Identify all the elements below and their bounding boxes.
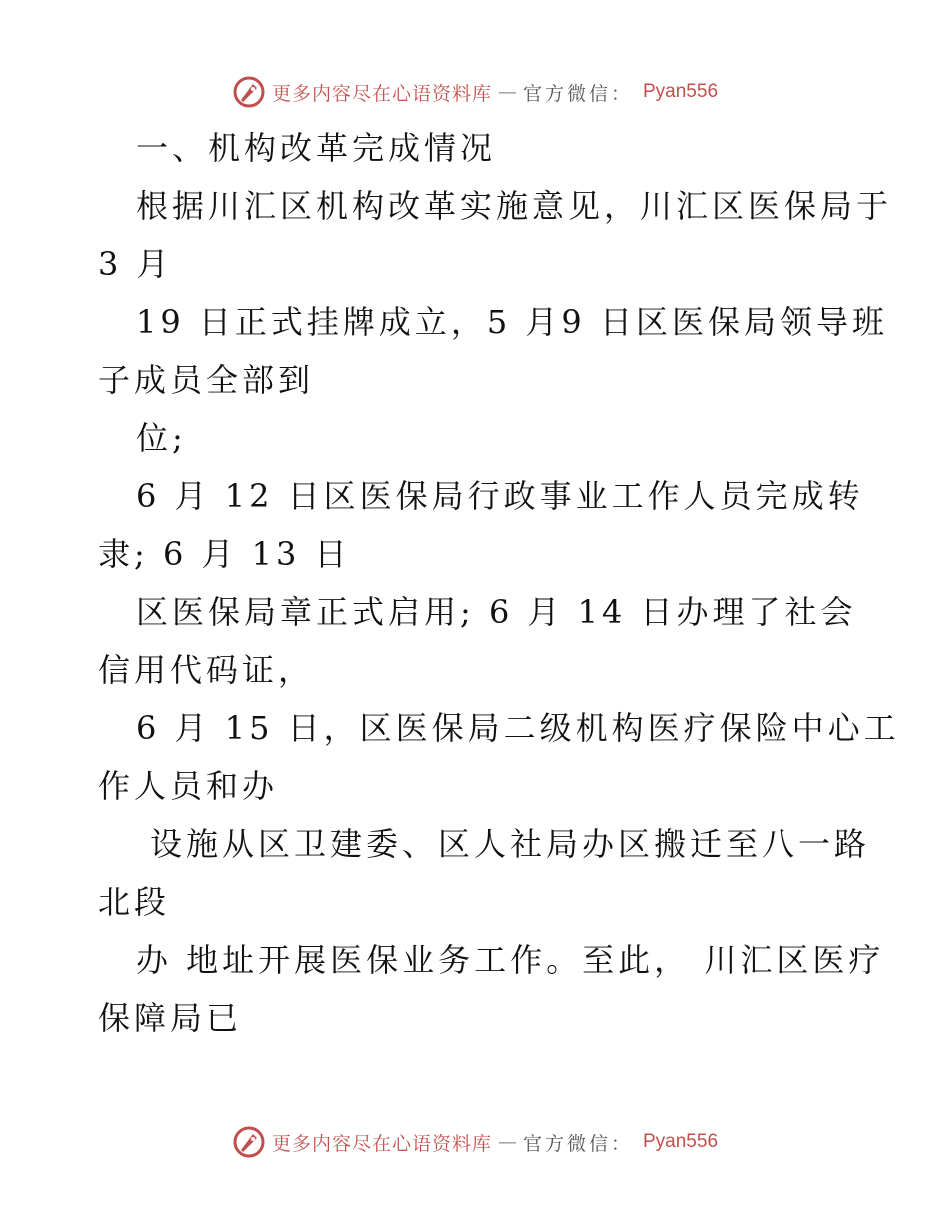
- pen-nib-logo-icon: [232, 1125, 266, 1159]
- watermark-dash: —: [497, 1131, 517, 1153]
- paragraph-line: 北段: [98, 883, 171, 921]
- paragraph-line: 子成员全部到: [98, 361, 315, 399]
- watermark-label: 官方微信：: [522, 1132, 633, 1155]
- watermark-brand-text: 更多内容尽在心语资料库: [271, 82, 492, 105]
- paragraph-line: 保障局已: [98, 999, 243, 1037]
- paragraph-line: 位;: [136, 419, 187, 457]
- paragraph-line: 根据川汇区机构改革实施意见，川汇区医保局于: [136, 187, 893, 225]
- paragraph-line: 信用代码证，: [98, 651, 315, 689]
- paragraph-line: 6 月 12 日区医保局行政事业工作人员完成转: [136, 477, 864, 515]
- watermark-dash: —: [497, 81, 517, 103]
- paragraph-line: 3 月: [98, 245, 173, 283]
- header-watermark: [0, 72, 950, 112]
- watermark-account: Pyan556: [643, 1131, 719, 1152]
- watermark-brand-text: 更多内容尽在心语资料库: [271, 1132, 492, 1155]
- footer-watermark: [0, 1122, 950, 1162]
- paragraph-line: 隶; 6 月 13 日: [98, 535, 351, 573]
- paragraph-line: 19 日正式挂牌成立，5 月9 日区医保局领导班: [136, 303, 888, 341]
- section-heading: 一、机构改革完成情况: [136, 129, 497, 167]
- pen-nib-logo-icon: [232, 75, 266, 109]
- watermark-account: Pyan556: [643, 81, 719, 102]
- paragraph-line: 设施从区卫建委、区人社局办区搬迁至八一路: [150, 825, 871, 863]
- paragraph-line: 办 地址开展医保业务工作。至此， 川汇区医疗: [136, 941, 885, 979]
- paragraph-line: 区医保局章正式启用; 6 月 14 日办理了社会: [136, 593, 857, 631]
- paragraph-line: 作人员和办: [98, 767, 279, 805]
- paragraph-line: 6 月 15 日，区医保局二级机构医疗保险中心工: [136, 709, 900, 747]
- watermark-label: 官方微信：: [522, 82, 633, 105]
